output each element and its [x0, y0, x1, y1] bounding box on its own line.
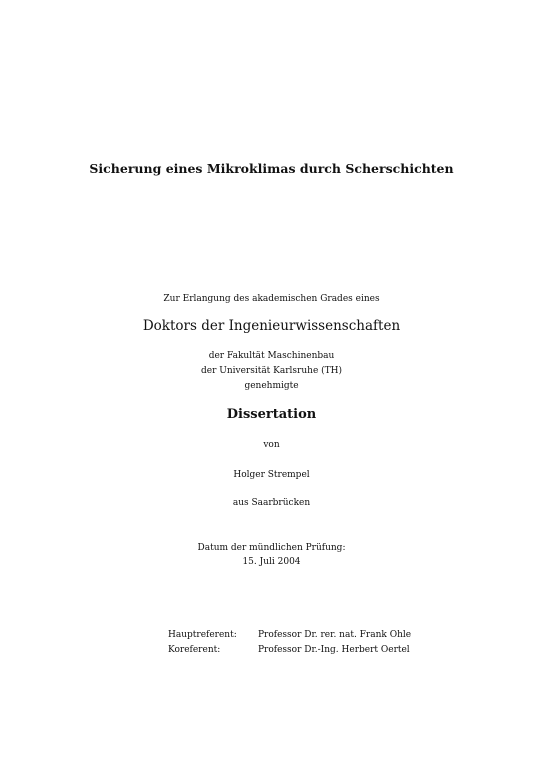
thesis-title: Sicherung eines Mikroklimas durch Scherschichten	[89, 161, 454, 176]
referee-name: Professor Dr.-Ing. Herbert Oertel	[258, 645, 410, 655]
author-name: Holger Strempel	[233, 470, 310, 480]
university-line: der Universität Karlsruhe (TH)	[200, 366, 343, 376]
approved-line: genehmigte	[244, 381, 299, 391]
author-origin: aus Saarbrücken	[232, 498, 311, 508]
exam-date: 15. Juli 2004	[242, 557, 301, 567]
document-type: Dissertation	[226, 407, 317, 422]
referee-role: Koreferent:	[168, 645, 221, 655]
exam-date-label: Datum der mündlichen Prüfung:	[197, 543, 346, 553]
faculty-line: der Fakultät Maschinenbau	[208, 351, 335, 361]
referee-row-co	[168, 645, 410, 655]
referee-role: Hauptreferent:	[168, 630, 237, 640]
referee-row-main	[168, 630, 411, 640]
purpose-line: Zur Erlangung des akademischen Grades eines	[163, 294, 380, 304]
referee-name: Professor Dr. rer. nat. Frank Ohle	[258, 630, 412, 640]
by-line: von	[263, 440, 280, 450]
degree-name: Doktors der Ingenieurwissenschaften	[142, 318, 401, 334]
